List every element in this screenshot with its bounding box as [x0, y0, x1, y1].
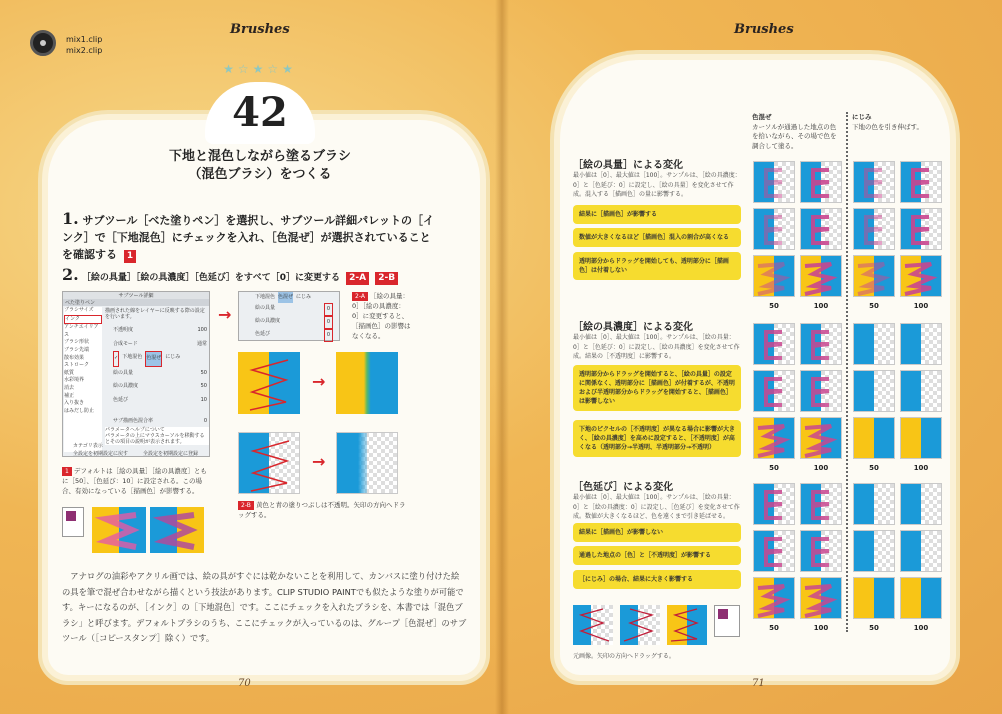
sample-tile: [853, 323, 895, 365]
row-value[interactable]: 0: [203, 418, 207, 424]
row-value[interactable]: 50: [200, 369, 207, 376]
category-item[interactable]: ストローク: [64, 362, 90, 369]
page-number-left: 70: [238, 678, 251, 689]
value-label: 50: [869, 464, 879, 472]
panel-rows: [113, 324, 207, 429]
value-label: 100: [913, 624, 929, 632]
note-2a: [352, 291, 412, 341]
step-text: サブツール［べた塗りペン］を選択し、サブツール詳細パレットの［インク］で［下地混色］にチェックを入れ、［色混ぜ］が選択されていることを確認する: [62, 214, 434, 261]
sample-tile: [900, 255, 942, 297]
step-number: 1.: [62, 209, 79, 228]
category-item[interactable]: アンチエイリアス: [64, 324, 99, 338]
row-label: 不透明度: [113, 327, 134, 333]
title-line: （混色ブラシ）をつくる: [188, 167, 332, 182]
note-text: 黄色と青の塗りつぶしは不透明。矢印の方向へドラッグする。: [238, 501, 406, 519]
example-blue-transparent: [238, 432, 300, 494]
result-blue-transparent: [336, 432, 398, 494]
column-title: にじみ: [852, 113, 872, 121]
panel-tool: べた塗りペン: [63, 299, 209, 306]
badge: 1: [62, 467, 72, 476]
sample-tile: [853, 417, 895, 459]
value-label: 100: [813, 302, 829, 310]
sample-tile: [900, 323, 942, 365]
sample-tile: [800, 255, 842, 297]
row-value[interactable]: 10: [200, 396, 207, 403]
arrow-icon: →: [312, 452, 326, 471]
category-item[interactable]: 散布効果: [64, 354, 85, 361]
note-1: [62, 466, 212, 496]
category-item[interactable]: ブラシ形状: [64, 339, 90, 346]
category-item[interactable]: 入り抜き: [64, 400, 85, 407]
mix-option[interactable]: にじみ: [165, 354, 181, 360]
step-1: [62, 210, 440, 263]
checkbox-icon[interactable]: ✓: [113, 351, 119, 367]
source-image-2: [620, 605, 660, 645]
color-swatch-icon: [62, 507, 84, 537]
section-title: ［絵の具濃度］による変化: [573, 322, 693, 333]
sample-tile: [800, 530, 842, 572]
section-number: 42: [205, 82, 315, 144]
register-button[interactable]: 全設定を初期設定に登録: [143, 451, 199, 457]
row-label: 絵の具量: [113, 369, 134, 376]
sample-tile: [753, 417, 795, 459]
category-item[interactable]: ブラシサイズ: [64, 307, 94, 313]
body-text: アナログの油彩やアクリル画では、絵の具がすぐには乾かないことを利用して、カンバスに塗り付けた絵の具を筆で混ぜ合わせながら描くという技法があります。CLIP STUDIO PAINTでも似たような塗りが可能です。キーになるのが、［インク］の［下地混色］です。ここにチェックを入れたブラシを、本書では「混色ブラシ」と呼びます。デフォルトブラシのうち、ここにチェックが入っているのは、グループ［色混ぜ］のサブツール（［コピースタンプ］除く）です。: [62, 571, 467, 643]
sample-tile: [900, 577, 942, 619]
sample-tile: [800, 161, 842, 203]
source-caption: 元画像。矢印の方向へドラッグする。: [573, 653, 675, 660]
category-list: [64, 307, 102, 452]
column-desc: 下地の色を引き伸ばす。: [852, 122, 923, 131]
reset-button[interactable]: 全設定を初期設定に戻す: [73, 451, 129, 457]
help-box: [105, 427, 209, 445]
value-label: 100: [813, 464, 829, 472]
row-value[interactable]: 0: [324, 303, 333, 316]
panel-desc: 描画された線をレイヤーに反映する際の設定を行います。: [105, 308, 205, 320]
highlight-note: 結果に［描画色］が影響する: [573, 205, 741, 224]
value-label: 50: [769, 302, 779, 310]
sample-tile: [853, 370, 895, 412]
sample-tile: [753, 208, 795, 250]
subtool-detail-panel-changed: [238, 291, 340, 341]
row-label: サブ描画色混合率: [113, 418, 154, 424]
arrow-icon: →: [218, 305, 232, 324]
row-value[interactable]: 50: [200, 383, 207, 389]
running-head-left: Brushes: [230, 22, 290, 37]
value-label: 50: [869, 302, 879, 310]
result-yellow-blue: [336, 352, 398, 414]
sample-tile: [800, 208, 842, 250]
column-title: 色混ぜ: [752, 113, 772, 121]
section-title: ［色延び］による変化: [573, 482, 674, 493]
sample-tile: [853, 161, 895, 203]
sample-tile: [853, 208, 895, 250]
step-number: 2.: [62, 265, 79, 284]
row-value[interactable]: 100: [197, 327, 207, 333]
badge: 2-A: [352, 292, 368, 301]
example-yellow-blue: [238, 352, 300, 414]
category-item[interactable]: 水彩境界: [64, 377, 85, 384]
note-text: デフォルトは［絵の具量］［絵の具濃度］ともに［50］、［色延び：10］に設定される。この場合、有効になっている［描画色］が影響する。: [62, 467, 207, 495]
drag-path-icon: [239, 433, 300, 494]
page-title: [150, 148, 370, 184]
row-label[interactable]: 下地混色: [122, 354, 143, 360]
highlight-note: 通過した地点の［色］と［不透明度］が影響する: [573, 546, 741, 565]
running-head-right: Brushes: [734, 22, 794, 37]
highlight-note: 下地のピクセルの［不透明度］が異なる場合に影響が大きく、［絵の具濃度］を高めに設定すると、［不透明度］が高くなる（透明部分→半透明、半透明部分→不透明）: [573, 420, 741, 457]
sample-tile: [853, 530, 895, 572]
arrow-icon: →: [312, 372, 326, 391]
sample-tile: [853, 483, 895, 525]
mix-option[interactable]: 色混ぜ: [278, 292, 293, 303]
sample-tile: [753, 577, 795, 619]
sample-tile: [900, 370, 942, 412]
disc-icon: [30, 30, 56, 56]
sample-tile: [853, 255, 895, 297]
default-sample-1: [92, 507, 146, 553]
sample-tile: [853, 577, 895, 619]
drag-path-icon: [238, 352, 300, 414]
column-header-blur: [852, 113, 942, 132]
sample-tile: [753, 483, 795, 525]
sample-tile: [900, 161, 942, 203]
sample-tile: [800, 370, 842, 412]
highlight-note: 透明部分からドラッグを開始すると、［絵の具量］の設定に関係なく、透明部分に［描画色］が付着するが、不透明および半透明部分からドラッグを開始すると、［描画色］は影響しない: [573, 365, 741, 411]
value-label: 100: [913, 302, 929, 310]
column-divider: [846, 112, 848, 632]
row-label[interactable]: 下地混色: [255, 294, 276, 300]
value-label: 50: [769, 624, 779, 632]
column-header-mix: [752, 113, 842, 151]
color-swatch-icon: [714, 605, 740, 637]
section-desc: 最小値は［0］、最大値は［100］。サンプルは、［絵の具量：0］と［色延び：0］に設定し、［絵の具濃度］を変化させて作成。結果の［不透明度］に影響する。: [573, 334, 740, 360]
title-line: 下地と混色しながら塗るブラシ: [168, 149, 351, 164]
sample-tile: [753, 161, 795, 203]
file-name: mix2.clip: [66, 46, 103, 55]
section-desc: 最小値は［0］、最大値は［100］。サンプルは、［絵の具量：0］と［絵の具濃度：0］に設定し、［色延び］を変化させて作成。数値が大きくなるほど、色を遠くまで引き延ばせる。: [573, 494, 740, 520]
sample-tile: [800, 323, 842, 365]
row-value[interactable]: 通常: [196, 340, 207, 347]
default-sample-2: [150, 507, 204, 553]
sample-tile: [900, 483, 942, 525]
sample-tile: [753, 255, 795, 297]
sample-tile: [800, 483, 842, 525]
sample-tile: [900, 530, 942, 572]
highlight-note: 透明部分からドラッグを開始しても、透明部分に［描画色］は付着しない: [573, 252, 741, 280]
badge: 2-B: [375, 272, 398, 285]
source-image-3: [667, 605, 707, 645]
source-image-1: [573, 605, 613, 645]
value-label: 100: [913, 464, 929, 472]
category-item[interactable]: インク: [64, 315, 102, 325]
file-name: mix1.clip: [66, 35, 103, 44]
row-label: 合成モード: [113, 340, 138, 347]
row-label: 色延び: [113, 396, 129, 403]
mix-option[interactable]: にじみ: [296, 294, 312, 300]
sample-tile: [753, 370, 795, 412]
sample-tile: [800, 417, 842, 459]
row-label: 絵の具濃度: [113, 383, 139, 389]
sample-tile: [753, 323, 795, 365]
sample-tile: [800, 577, 842, 619]
step-text: ［絵の具量］［絵の具濃度］［色延び］をすべて［0］に変更する: [81, 273, 341, 283]
column-desc: カーソルが通過した地点の色を拾いながら、その場で色を調合して塗る。: [752, 122, 837, 150]
book-spine: [495, 0, 509, 714]
badge: 2-A: [346, 272, 369, 285]
category-item[interactable]: 紙質: [64, 369, 75, 376]
highlight-note: 数値が大きくなるほど［描画色］混入の割合が高くなる: [573, 228, 741, 247]
row-value[interactable]: 0: [324, 329, 333, 342]
show-category-checkbox[interactable]: カテゴリ表示: [73, 443, 103, 449]
value-label: 100: [813, 624, 829, 632]
sample-tile: [753, 530, 795, 572]
sample-tile: [900, 417, 942, 459]
subtool-detail-panel: [62, 291, 210, 457]
page-number-right: 71: [752, 678, 765, 689]
value-label: 50: [869, 624, 879, 632]
sample-tile: [900, 208, 942, 250]
help-title: パラメータヘルプについて: [105, 427, 165, 433]
step-2: [62, 266, 398, 287]
row-label: 絵の具量: [255, 305, 276, 311]
section-title: ［絵の具量］による変化: [573, 160, 683, 171]
category-item[interactable]: 補正: [64, 392, 75, 399]
highlight-note: ［にじみ］の場合、結果に大きく影響する: [573, 570, 741, 589]
help-text: パラメータの上にマウスカーソルを移動するとその項目の説明が表示されます。: [105, 433, 205, 445]
note-2b: [238, 500, 408, 520]
category-item[interactable]: 消去: [64, 384, 75, 391]
note-text: ［絵の具量：0］［絵の具濃度：0］に変更すると、［描画色］の影響はなくなる。: [352, 292, 411, 340]
badge: 1: [124, 250, 136, 263]
badge: 2-B: [238, 501, 254, 510]
row-label: 色延び: [255, 331, 271, 337]
row-label: 絵の具濃度: [255, 318, 281, 324]
section-desc: 最小値は［0］、最大値は［100］。サンプルは、［絵の具濃度：0］と［色延び：0］に設定し、［絵の具量］を変化させて作成。混入する［描画色］の量に影響する。: [573, 172, 741, 198]
row-value[interactable]: 0: [324, 316, 333, 329]
category-item[interactable]: ブラシ先端: [64, 346, 90, 353]
category-item[interactable]: はみだし防止: [64, 407, 95, 414]
mix-option[interactable]: 色混ぜ: [145, 351, 162, 367]
sample-files: [66, 34, 102, 56]
panel-title: サブツール詳細: [63, 292, 209, 299]
highlight-note: 結果に［描画色］が影響しない: [573, 523, 741, 542]
value-label: 50: [769, 464, 779, 472]
stars-decoration: ★☆★☆★: [223, 62, 297, 76]
